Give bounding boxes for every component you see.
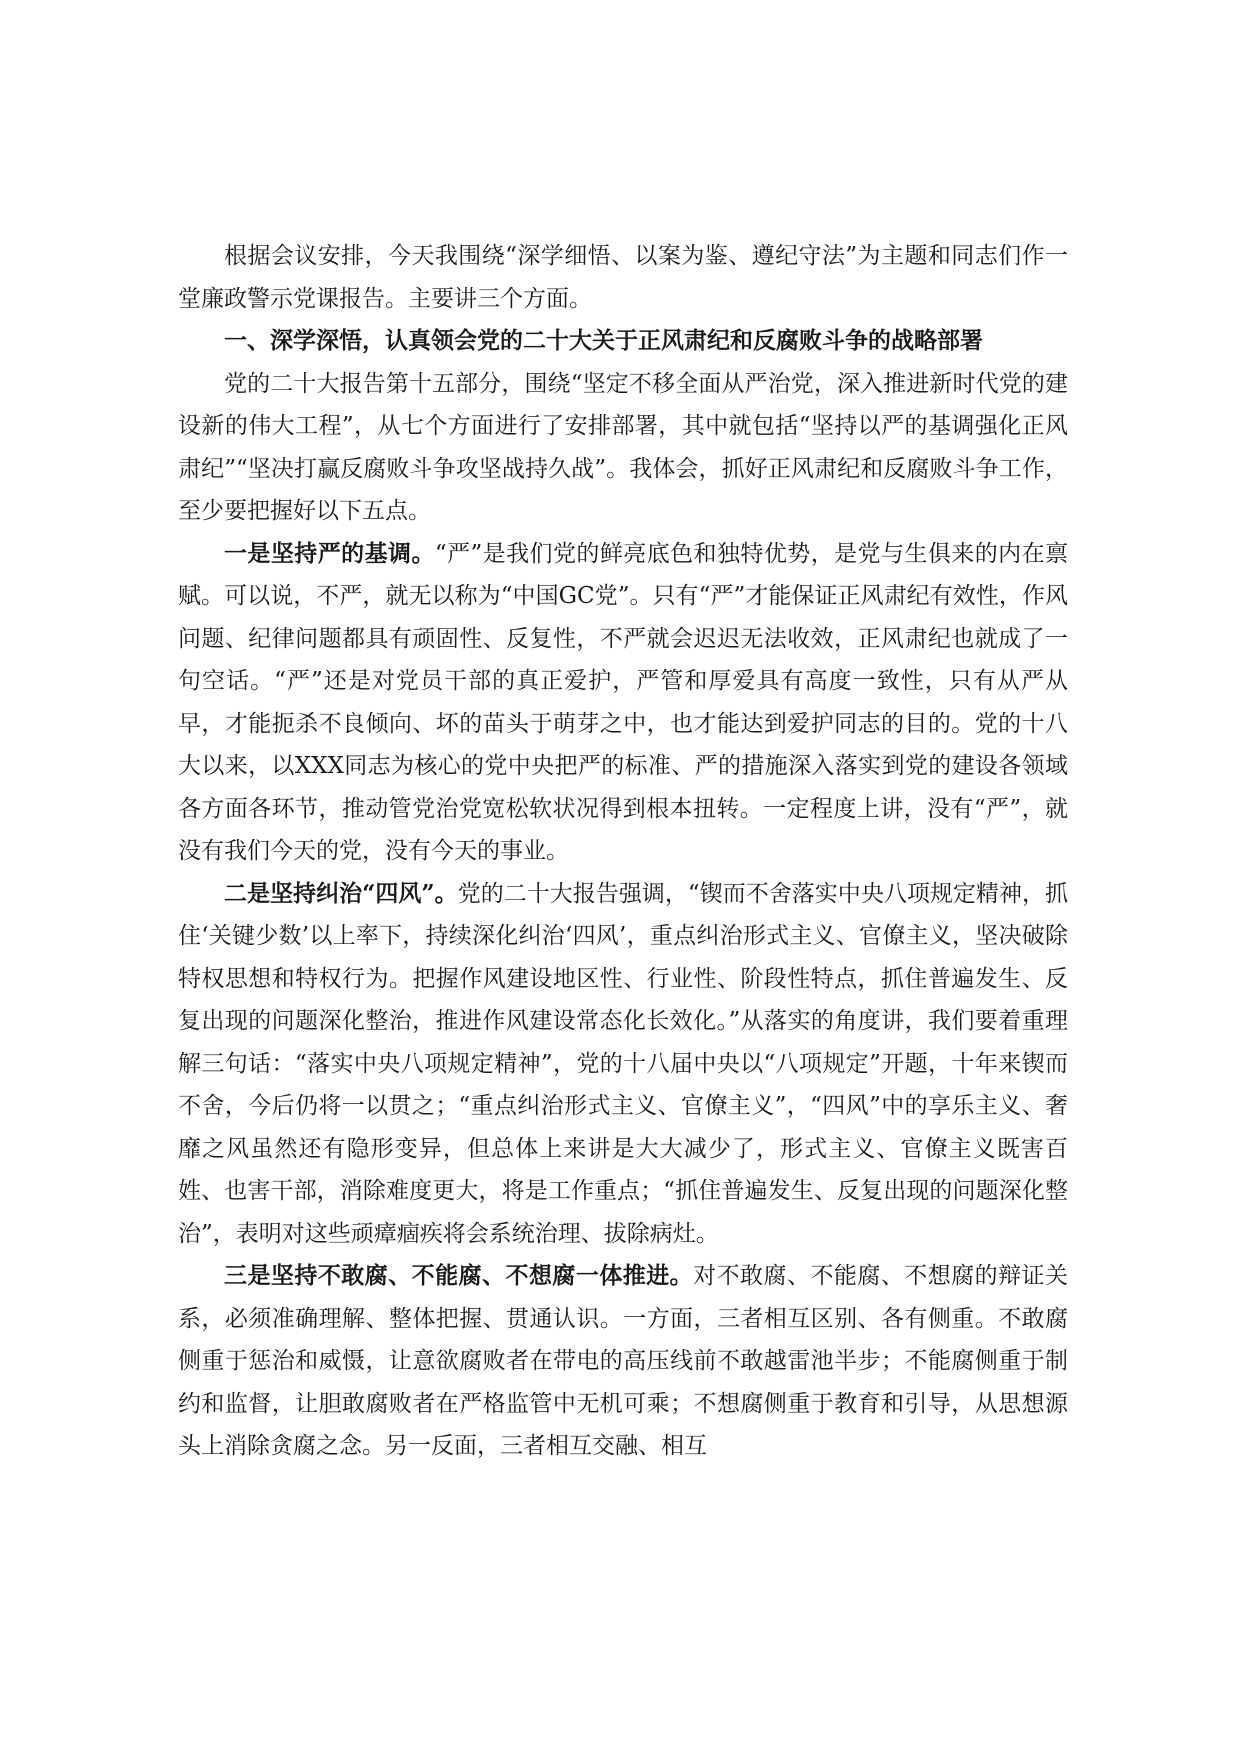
point1-lead: 一是坚持严的基调。 <box>224 539 435 567</box>
intro-paragraph: 根据会议安排，今天我围绕“深学细悟、以案为鉴、遵纪守法”为主题和同志们作一堂廉政警示党课报告。主要讲三个方面。 <box>178 243 1068 312</box>
point1-text: “严”是我们党的鲜亮底色和独特优势，是党与生俱来的内在禀赋。可以说，不严，就无以称为“中国GC党”。只有“严”才能保证正风肃纪有效性，作风问题、纪律问题都具有顽固性、反复性，不严就会迟迟无法收效，正风肃纪也就成了一句空话。“严”还是对党员干部的真正爱护，严管和厚爱具有高度一致性，只有从严从早，才能扼杀不良倾向、坏的苗头于萌芽之中，也才能达到爱护同志的目的。党的十八大以来，以XXX同志为核心的党中央把严的标准、严的措施深入落实到党的建设各领域各方面各环节，推动管党治党宽松软状况得到根本扭转。一定程度上讲，没有“严”，就没有我们今天的党，没有今天的事业。 <box>178 540 1068 864</box>
point3-text: 对不敢腐、不能腐、不想腐的辩证关系，必须准确理解、整体把握、贯通认识。一方面，三者相互区别、各有侧重。不敢腐侧重于惩治和威慑，让意欲腐败者在带电的高压线前不敢越雷池半步；不能腐侧重于制约和监督，让胆敢腐败者在严格监管中无机可乘；不想腐侧重于教育和引导，从思想源头上消除贪腐之念。另一反面，三者相互交融、相互 <box>178 1263 1069 1459</box>
section1-paragraph: 党的二十大报告第十五部分，围绕“坚定不移全面从严治党，深入推进新时代党的建设新的伟大工程”，从七个方面进行了安排部署，其中就包括“坚持以严的基调强化正风肃纪”“坚决打赢反腐败斗争攻坚战持久战”。我体会，抓好正风肃纪和反腐败斗争工作，至少要把握好以下五点。 <box>178 370 1068 524</box>
point2-lead: 二是坚持纠治“四风”。 <box>224 879 458 907</box>
document-page <box>178 235 1068 1468</box>
section-heading-1: 一、深学深悟，认真领会党的二十大关于正风肃纪和反腐败斗争的战略部署 <box>224 327 983 354</box>
point1-paragraph <box>178 533 1068 873</box>
point3-lead: 三是坚持不敢腐、不能腐、不想腐一体推进。 <box>224 1262 694 1289</box>
point2-text: 党的二十大报告强调，“锲而不舍落实中央八项规定精神，抓住‘关键少数’以上率下，持续深化纠治‘四风’，重点纠治形式主义、官僚主义，坚决破除特权思想和特权行为。把握作风建设地区性、行业性、阶段性特点，抓住普遍发生、反复出现的问题深化整治，推进作风建设常态化长效化。”从落实的角度讲，我们要着重理解三句话：“落实中央八项规定精神”，党的十八届中央以“八项规定”开题，十年来锲而不舍，今后仍将一以贯之；“重点纠治形式主义、官僚主义”，“四风”中的享乐主义、奢靡之风虽然还有隐形变异，但总体上来讲是大大减少了，形式主义、官僚主义既害百姓、也害干部，消除难度更大，将是工作重点；“抓住普遍发生、反复出现的问题深化整治”，表明对这些顽瘴痼疾将会系统治理、拔除病灶。 <box>178 880 1068 1247</box>
point2-paragraph <box>178 873 1068 1256</box>
point3-paragraph <box>178 1255 1068 1468</box>
